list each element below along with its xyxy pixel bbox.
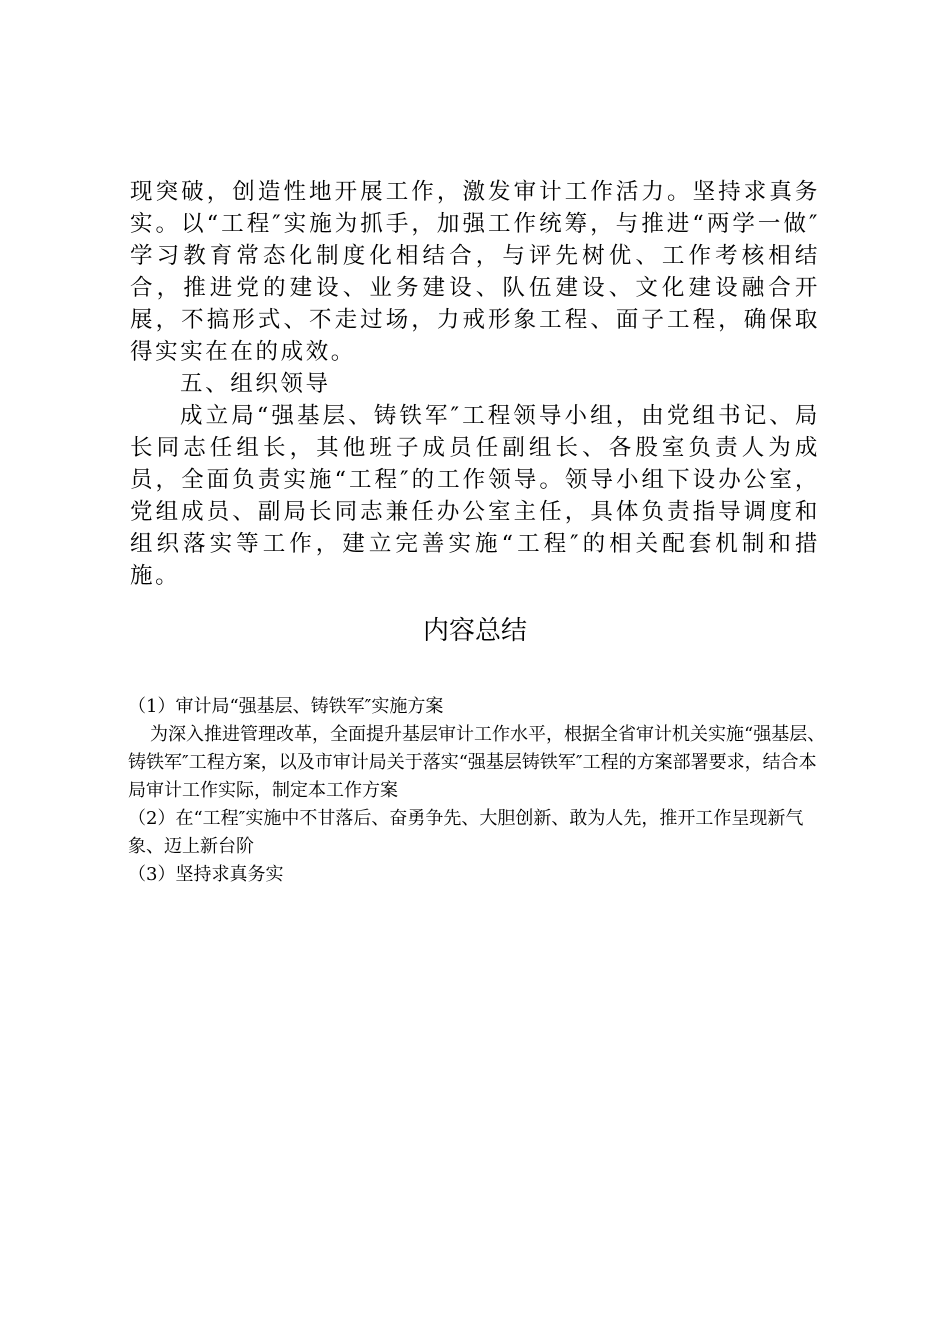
summary-title: 内容总结 — [422, 616, 527, 646]
section-heading: 五、组织领导 — [180, 371, 331, 397]
summary-item: （2）在“工程″实施中不甘落后、奋勇争先、大胆创新、敢为人先，推开工作呈现新气象、迈上新台阶 — [128, 808, 804, 857]
summary-item: （1）审计局“强基层、铸铁军″实施方案 — [128, 696, 444, 717]
summary-section — [128, 693, 834, 889]
body-text — [130, 176, 820, 592]
body-paragraph: 现突破，创造性地开展工作，激发审计工作活力。坚持求真务实。以“工程″实施为抓手，加强工作统筹，与推进“两学一做″学习教育常态化制度化相结合，与评先树优、工作考核相结合，推进党的建设、业务建设、队伍建设、文化建设融合开展，不搞形式、不走过场，力戒形象工程、面子工程，确保取得实实在在的成效。 — [130, 179, 820, 365]
body-paragraph: 成立局“强基层、铸铁军″工程领导小组，由党组书记、局长同志任组长，其他班子成员任副组长、各股室负责人为成员，全面负责实施“工程″的工作领导。领导小组下设办公室，党组成员、副局长同志兼任办公室主任，具体负责指导调度和组织落实等工作，建立完善实施“工程″的相关配套机制和措施。 — [130, 403, 820, 589]
summary-item-detail: 为深入推进管理改革，全面提升基层审计工作水平，根据全省审计机关实施“强基层、铸铁军″工程方案，以及市审计局关于落实“强基层铸铁军″工程的方案部署要求，结合本局审计工作实际，制定本工作方案 — [128, 724, 826, 801]
summary-item: （3）坚持求真务实 — [128, 864, 284, 885]
